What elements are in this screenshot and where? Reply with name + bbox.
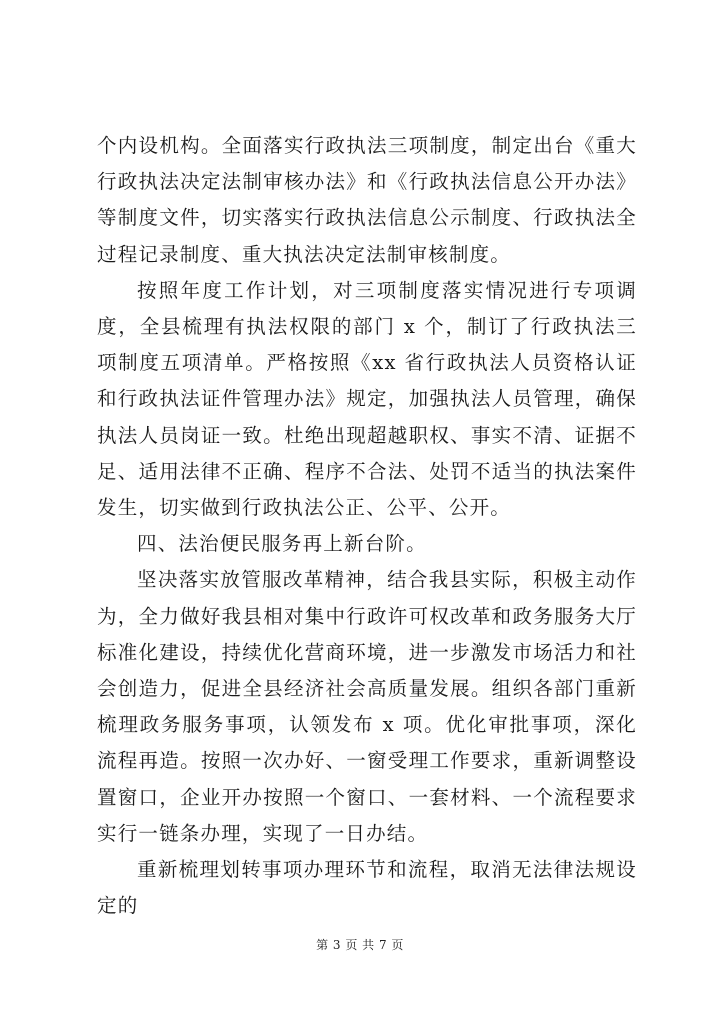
paragraph-process-review: 重新梳理划转事项办理环节和流程，取消无法律法规设定的: [97, 858, 637, 918]
paragraph-three-systems: 按照年度工作计划，对三项制度落实情况进行专项调度，全县梳理有执法权限的部门 x 个，制订了行政执法三项制度五项清单。严格按照《xx 省行政执法人员资格认证和行政执法证件管理办法》规定，加强执法人员管理，确保执法人员岗证一致。杜绝出现超越职权、事实不清、证据不足、适用法律不正确、程序不合法、处罚不适当的执法案件发生，切实做到行政执法公正、公平、公开。: [97, 278, 637, 520]
paragraph-service-reform: 坚决落实放管服改革精神，结合我县实际，积极主动作为，全力做好我县相对集中行政许可权改革和政务服务大厅标准化建设，持续优化营商环境，进一步激发市场活力和社会创造力，促进全县经济社会高质量发展。组织各部门重新梳理政务服务事项，认领发布 x 项。优化审批事项，深化流程再造。按照一次办好、一窗受理工作要求，重新调整设置窗口，企业开办按照一个窗口、一套材料、一个流程要求实行一链条办理，实现了一日办结。: [97, 568, 637, 845]
body-text: [97, 128, 637, 924]
page-footer: 第 3 页 共 7 页: [316, 938, 404, 952]
paragraph-continued: 个内设机构。全面落实行政执法三项制度，制定出台《重大行政执法决定法制审核办法》和《行政执法信息公开办法》等制度文件，切实落实行政执法信息公示制度、行政执法全过程记录制度、重大执法决定法制审核制度。: [97, 134, 637, 266]
section-heading-four: 四、法治便民服务再上新台阶。: [137, 532, 427, 556]
